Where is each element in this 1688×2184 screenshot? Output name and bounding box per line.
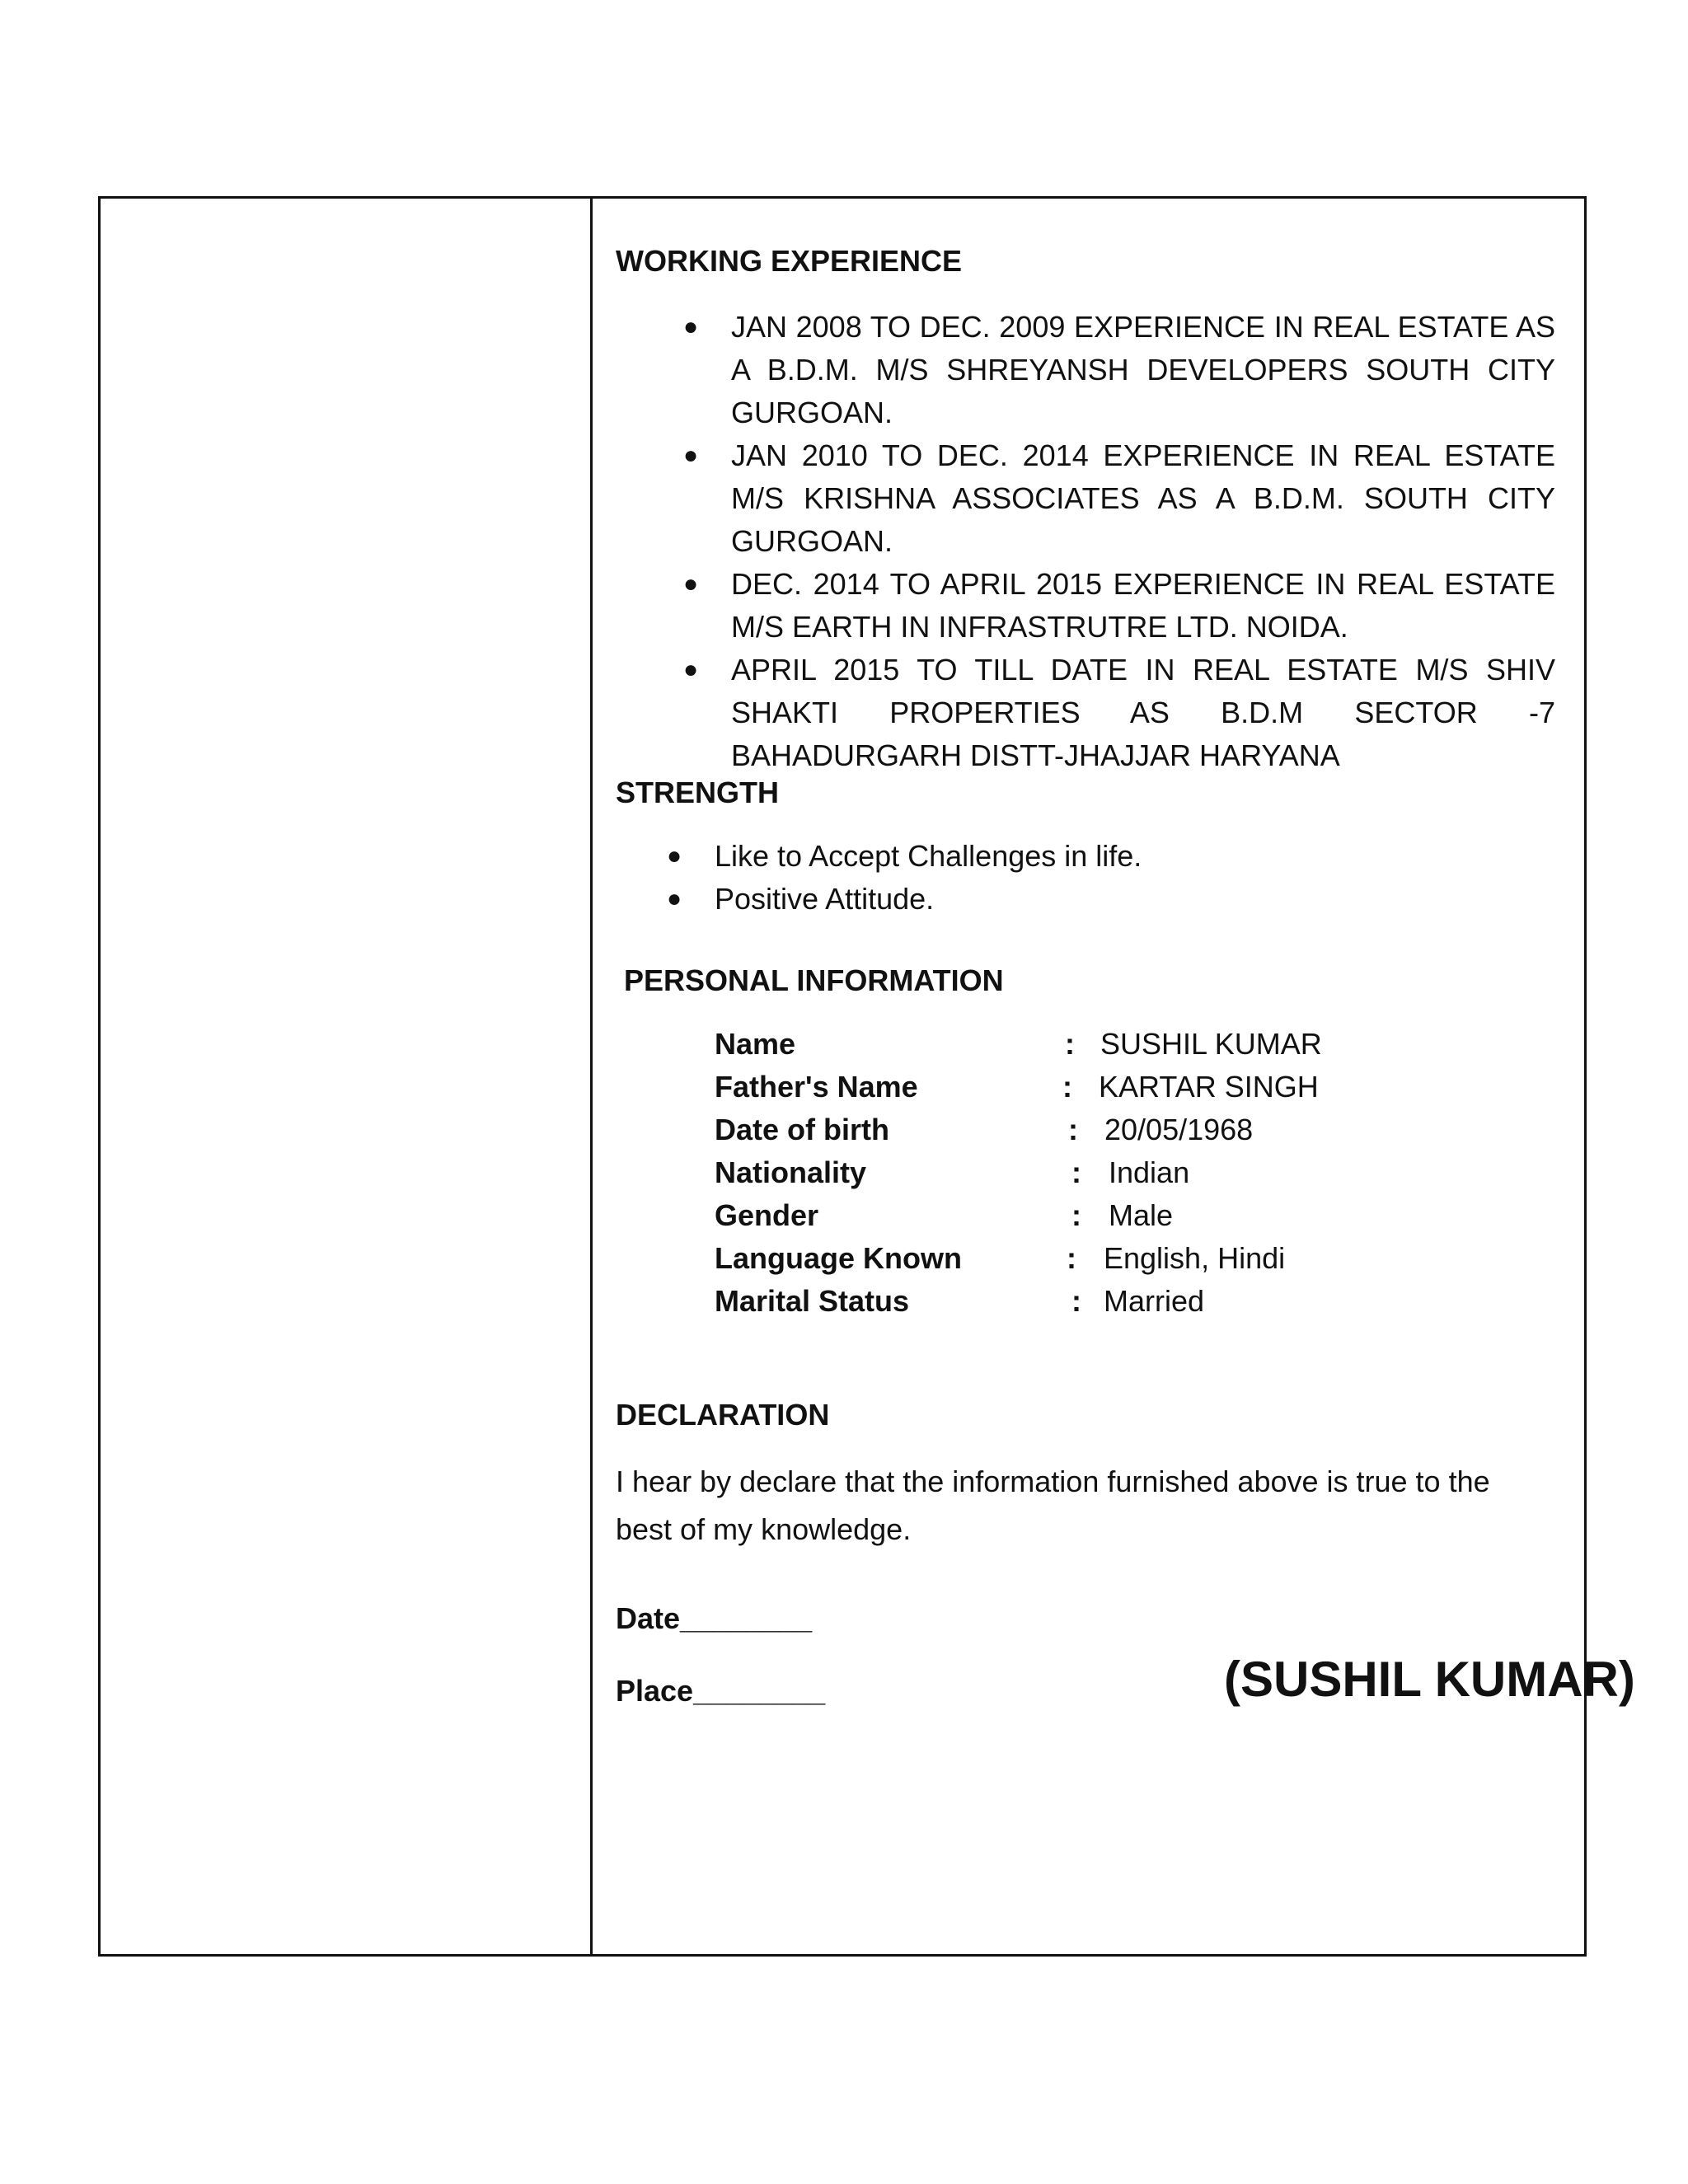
info-label: Date of birth bbox=[715, 1113, 889, 1146]
bullet-icon: ● bbox=[683, 570, 699, 598]
working-experience-heading: WORKING EXPERIENCE bbox=[616, 244, 963, 278]
list-item: ● JAN 2008 TO DEC. 2009 EXPERIENCE IN REAL ESTATE AS A B.D.M. M/S SHREYANSH DEVELOPERS SOUTH CITY GURGOAN. bbox=[731, 306, 1555, 434]
bullet-icon: ● bbox=[683, 442, 699, 469]
declaration-text: I hear by declare that the information furnished above is true to the best of my knowledge. bbox=[616, 1465, 1490, 1546]
info-separator: : bbox=[1071, 1284, 1081, 1318]
info-separator: : bbox=[1062, 1070, 1072, 1104]
place-line: Place________ bbox=[616, 1674, 826, 1708]
strength-list bbox=[667, 835, 1539, 921]
bullet-icon: ● bbox=[683, 313, 699, 340]
info-value: Married bbox=[1104, 1284, 1205, 1318]
info-separator: : bbox=[1071, 1198, 1081, 1232]
info-separator: : bbox=[1065, 1027, 1075, 1061]
date-line: Date________ bbox=[616, 1601, 813, 1635]
list-item: ● JAN 2010 TO DEC. 2014 EXPERIENCE IN REAL ESTATE M/S KRISHNA ASSOCIATES AS A B.D.M. SOUTH CITY GURGOAN. bbox=[731, 434, 1555, 563]
info-value: SUSHIL KUMAR bbox=[1100, 1027, 1322, 1061]
info-value: KARTAR SINGH bbox=[1099, 1070, 1319, 1104]
info-value: English, Hindi bbox=[1104, 1241, 1286, 1275]
list-item: ● Like to Accept Challenges in life. bbox=[715, 835, 1539, 878]
info-value: Indian bbox=[1109, 1155, 1190, 1189]
right-column bbox=[593, 199, 1635, 1954]
list-item: ● Positive Attitude. bbox=[715, 878, 1539, 921]
strength-heading: STRENGTH bbox=[616, 776, 779, 809]
info-label: Marital Status bbox=[715, 1284, 910, 1318]
bullet-icon: ● bbox=[667, 885, 682, 912]
info-separator: : bbox=[1071, 1155, 1081, 1189]
left-column bbox=[101, 199, 593, 1954]
resume-page-frame bbox=[98, 196, 1635, 1957]
info-label: Language Known bbox=[715, 1241, 962, 1275]
working-experience-list bbox=[683, 306, 1555, 777]
info-separator: : bbox=[1067, 1241, 1076, 1275]
list-item: ● DEC. 2014 TO APRIL 2015 EXPERIENCE IN REAL ESTATE M/S EARTH IN INFRASTRUTRE LTD. NOIDA. bbox=[731, 563, 1555, 649]
info-label: Name bbox=[715, 1027, 796, 1061]
info-value: 20/05/1968 bbox=[1104, 1113, 1254, 1146]
bullet-icon: ● bbox=[683, 656, 699, 683]
info-label: Father's Name bbox=[715, 1070, 918, 1104]
info-label: Nationality bbox=[715, 1155, 867, 1189]
list-item: ● APRIL 2015 TO TILL DATE IN REAL ESTATE M/S SHIV SHAKTI PROPERTIES AS B.D.M SECTOR -7 BAHADURGARH DISTT-JHAJJAR HARYANA bbox=[731, 649, 1555, 777]
declaration-heading: DECLARATION bbox=[616, 1398, 830, 1432]
bullet-icon: ● bbox=[667, 842, 682, 869]
info-value: Male bbox=[1109, 1198, 1174, 1232]
info-separator: : bbox=[1068, 1113, 1078, 1146]
signature-name: (SUSHIL KUMAR) bbox=[1224, 1652, 1635, 1707]
personal-information-heading: PERSONAL INFORMATION bbox=[624, 963, 1004, 997]
info-label: Gender bbox=[715, 1198, 819, 1232]
